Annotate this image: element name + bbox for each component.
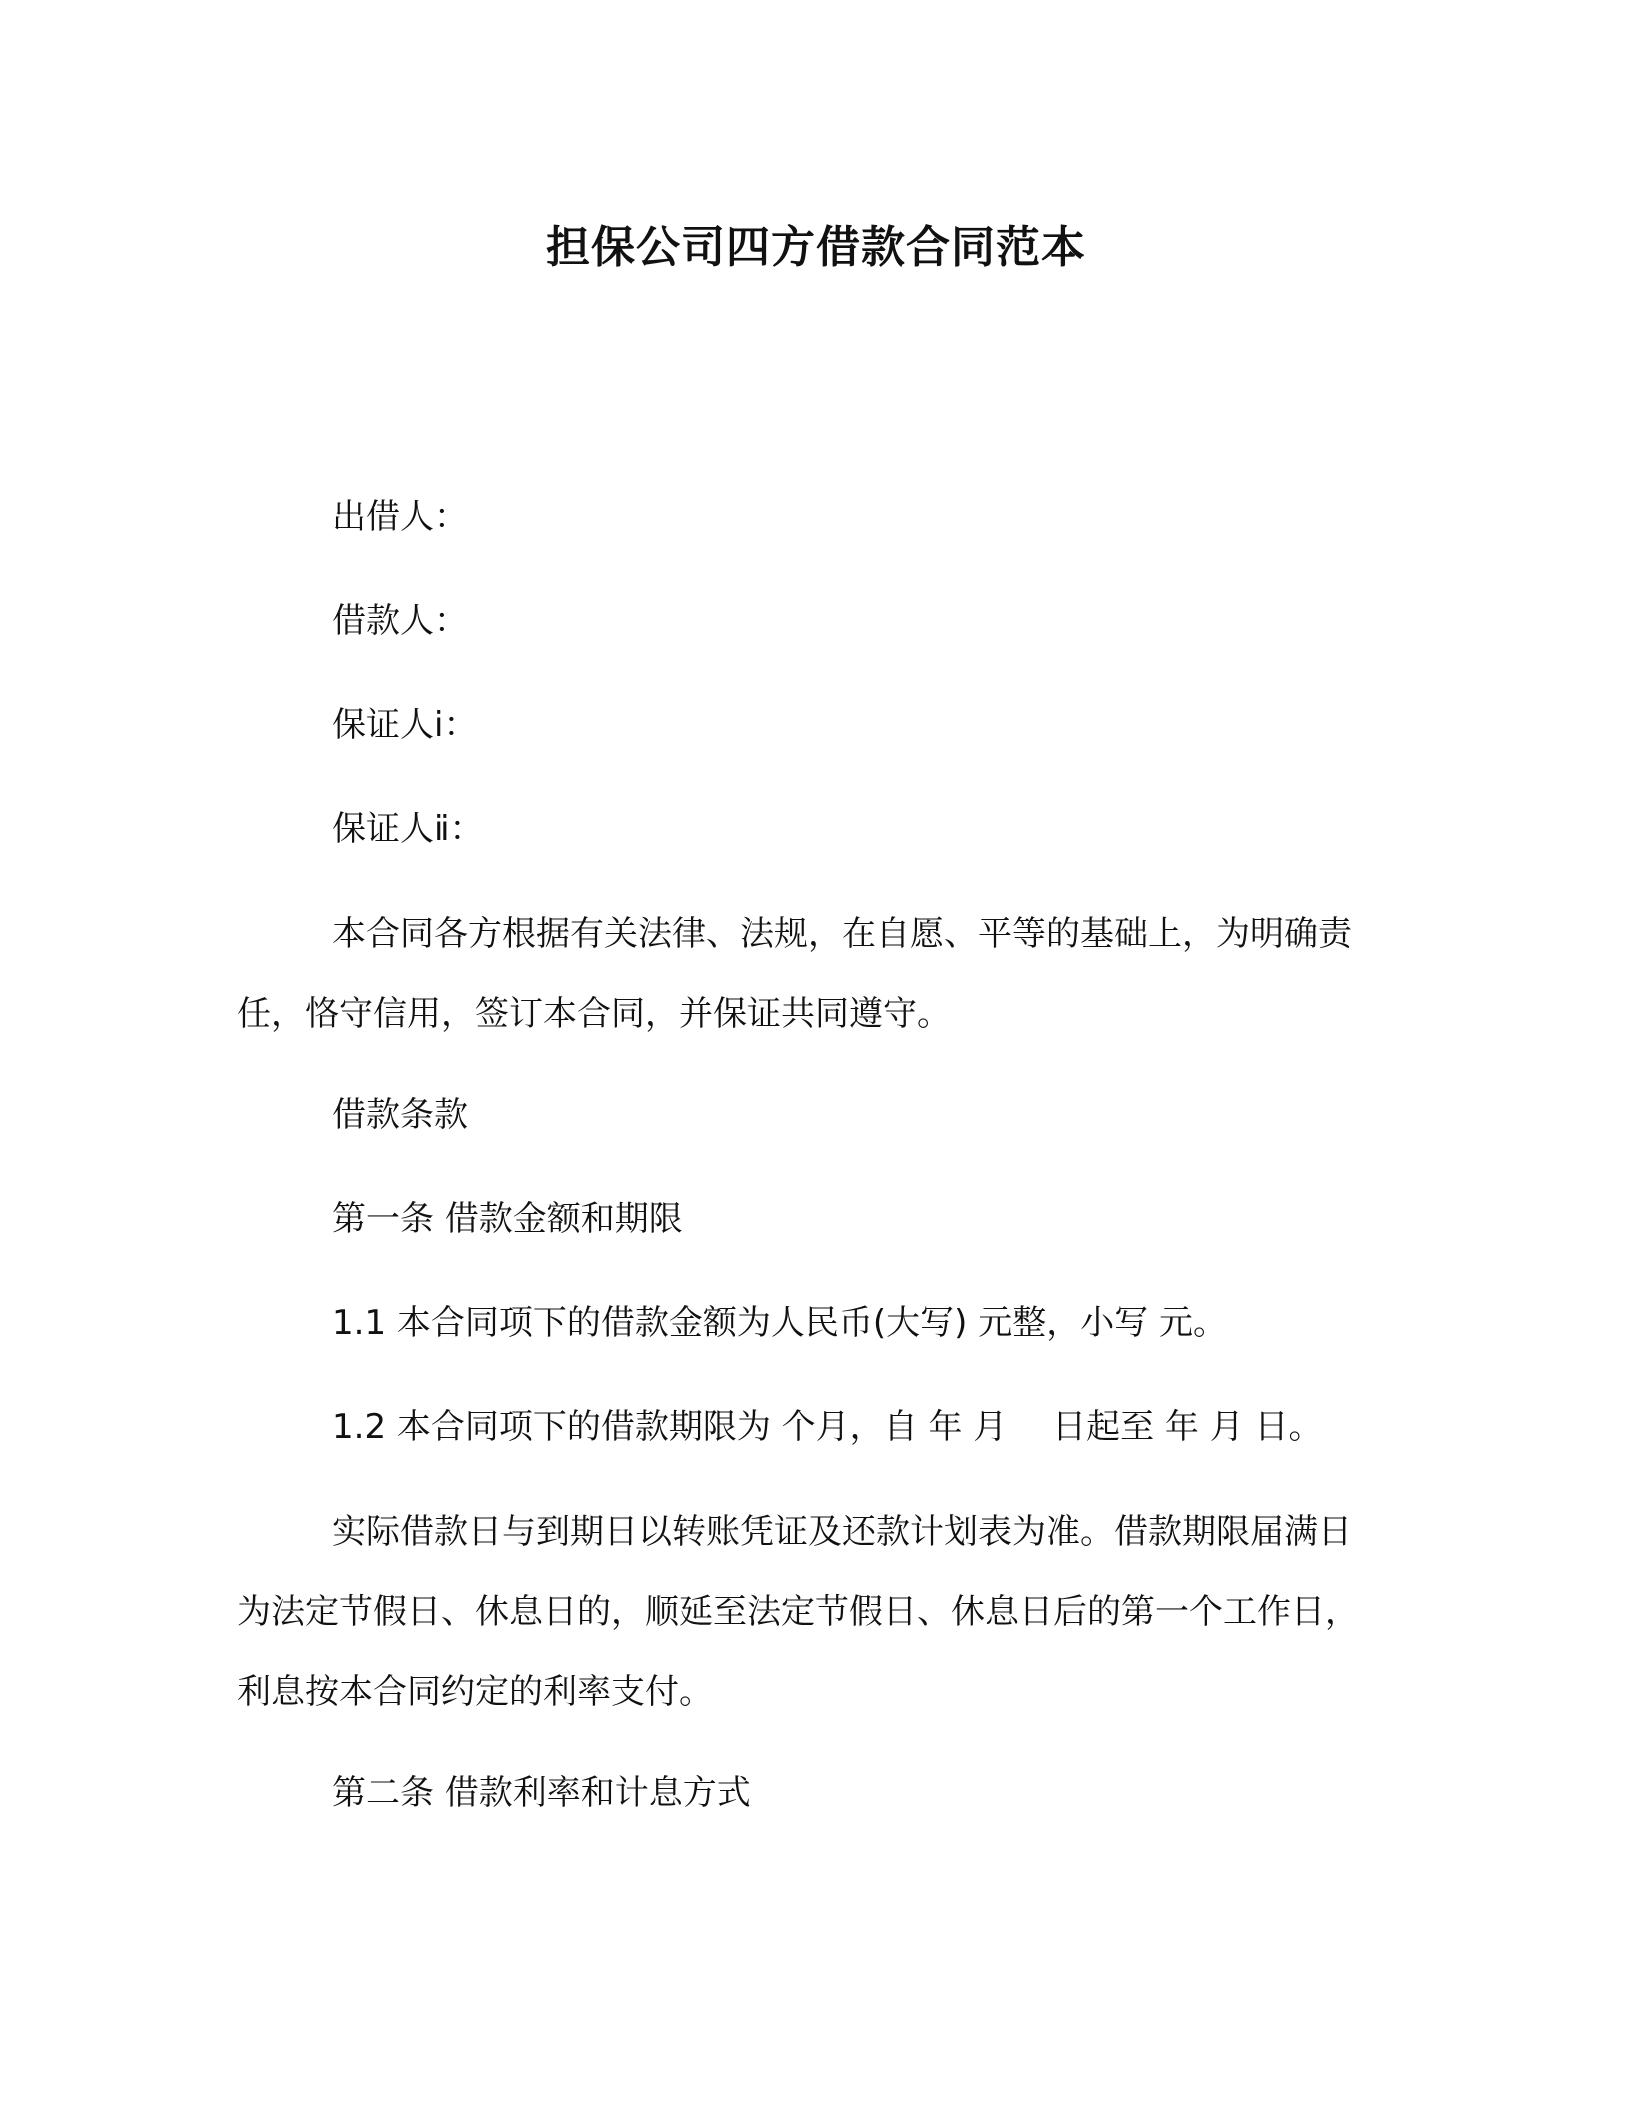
article-1-heading: 第一条 借款金额和期限: [332, 1199, 683, 1239]
document-title: 担保公司四方借款合同范本: [546, 222, 1086, 273]
clause-1-1: 1.1 本合同项下的借款金额为人民币(大写) 元整，小写 元。: [332, 1303, 1228, 1343]
article-2-heading: 第二条 借款利率和计息方式: [332, 1773, 751, 1813]
party-borrower: 借款人：: [332, 601, 468, 641]
party-guarantor-1: 保证人ⅰ：: [332, 705, 478, 745]
article-1-note: 实际借款日与到期日以转账凭证及还款计划表为准。借款期限届满日为法定节假日、休息日的，顺延至法定节假日、休息日后的第一个工作日，利息按本合同约定的利率支付。: [237, 1512, 1359, 1712]
clause-1-2: 1.2 本合同项下的借款期限为 个月，自 年 月 日起至 年 月 日。: [332, 1407, 1323, 1447]
preamble-paragraph: 本合同各方根据有关法律、法规，在自愿、平等的基础上，为明确责任，恪守信用，签订本合同，并保证共同遵守。: [237, 914, 1352, 1034]
party-lender: 出借人：: [332, 497, 468, 537]
party-guarantor-2: 保证人ⅱ：: [332, 809, 484, 849]
section-heading: 借款条款: [332, 1095, 468, 1135]
